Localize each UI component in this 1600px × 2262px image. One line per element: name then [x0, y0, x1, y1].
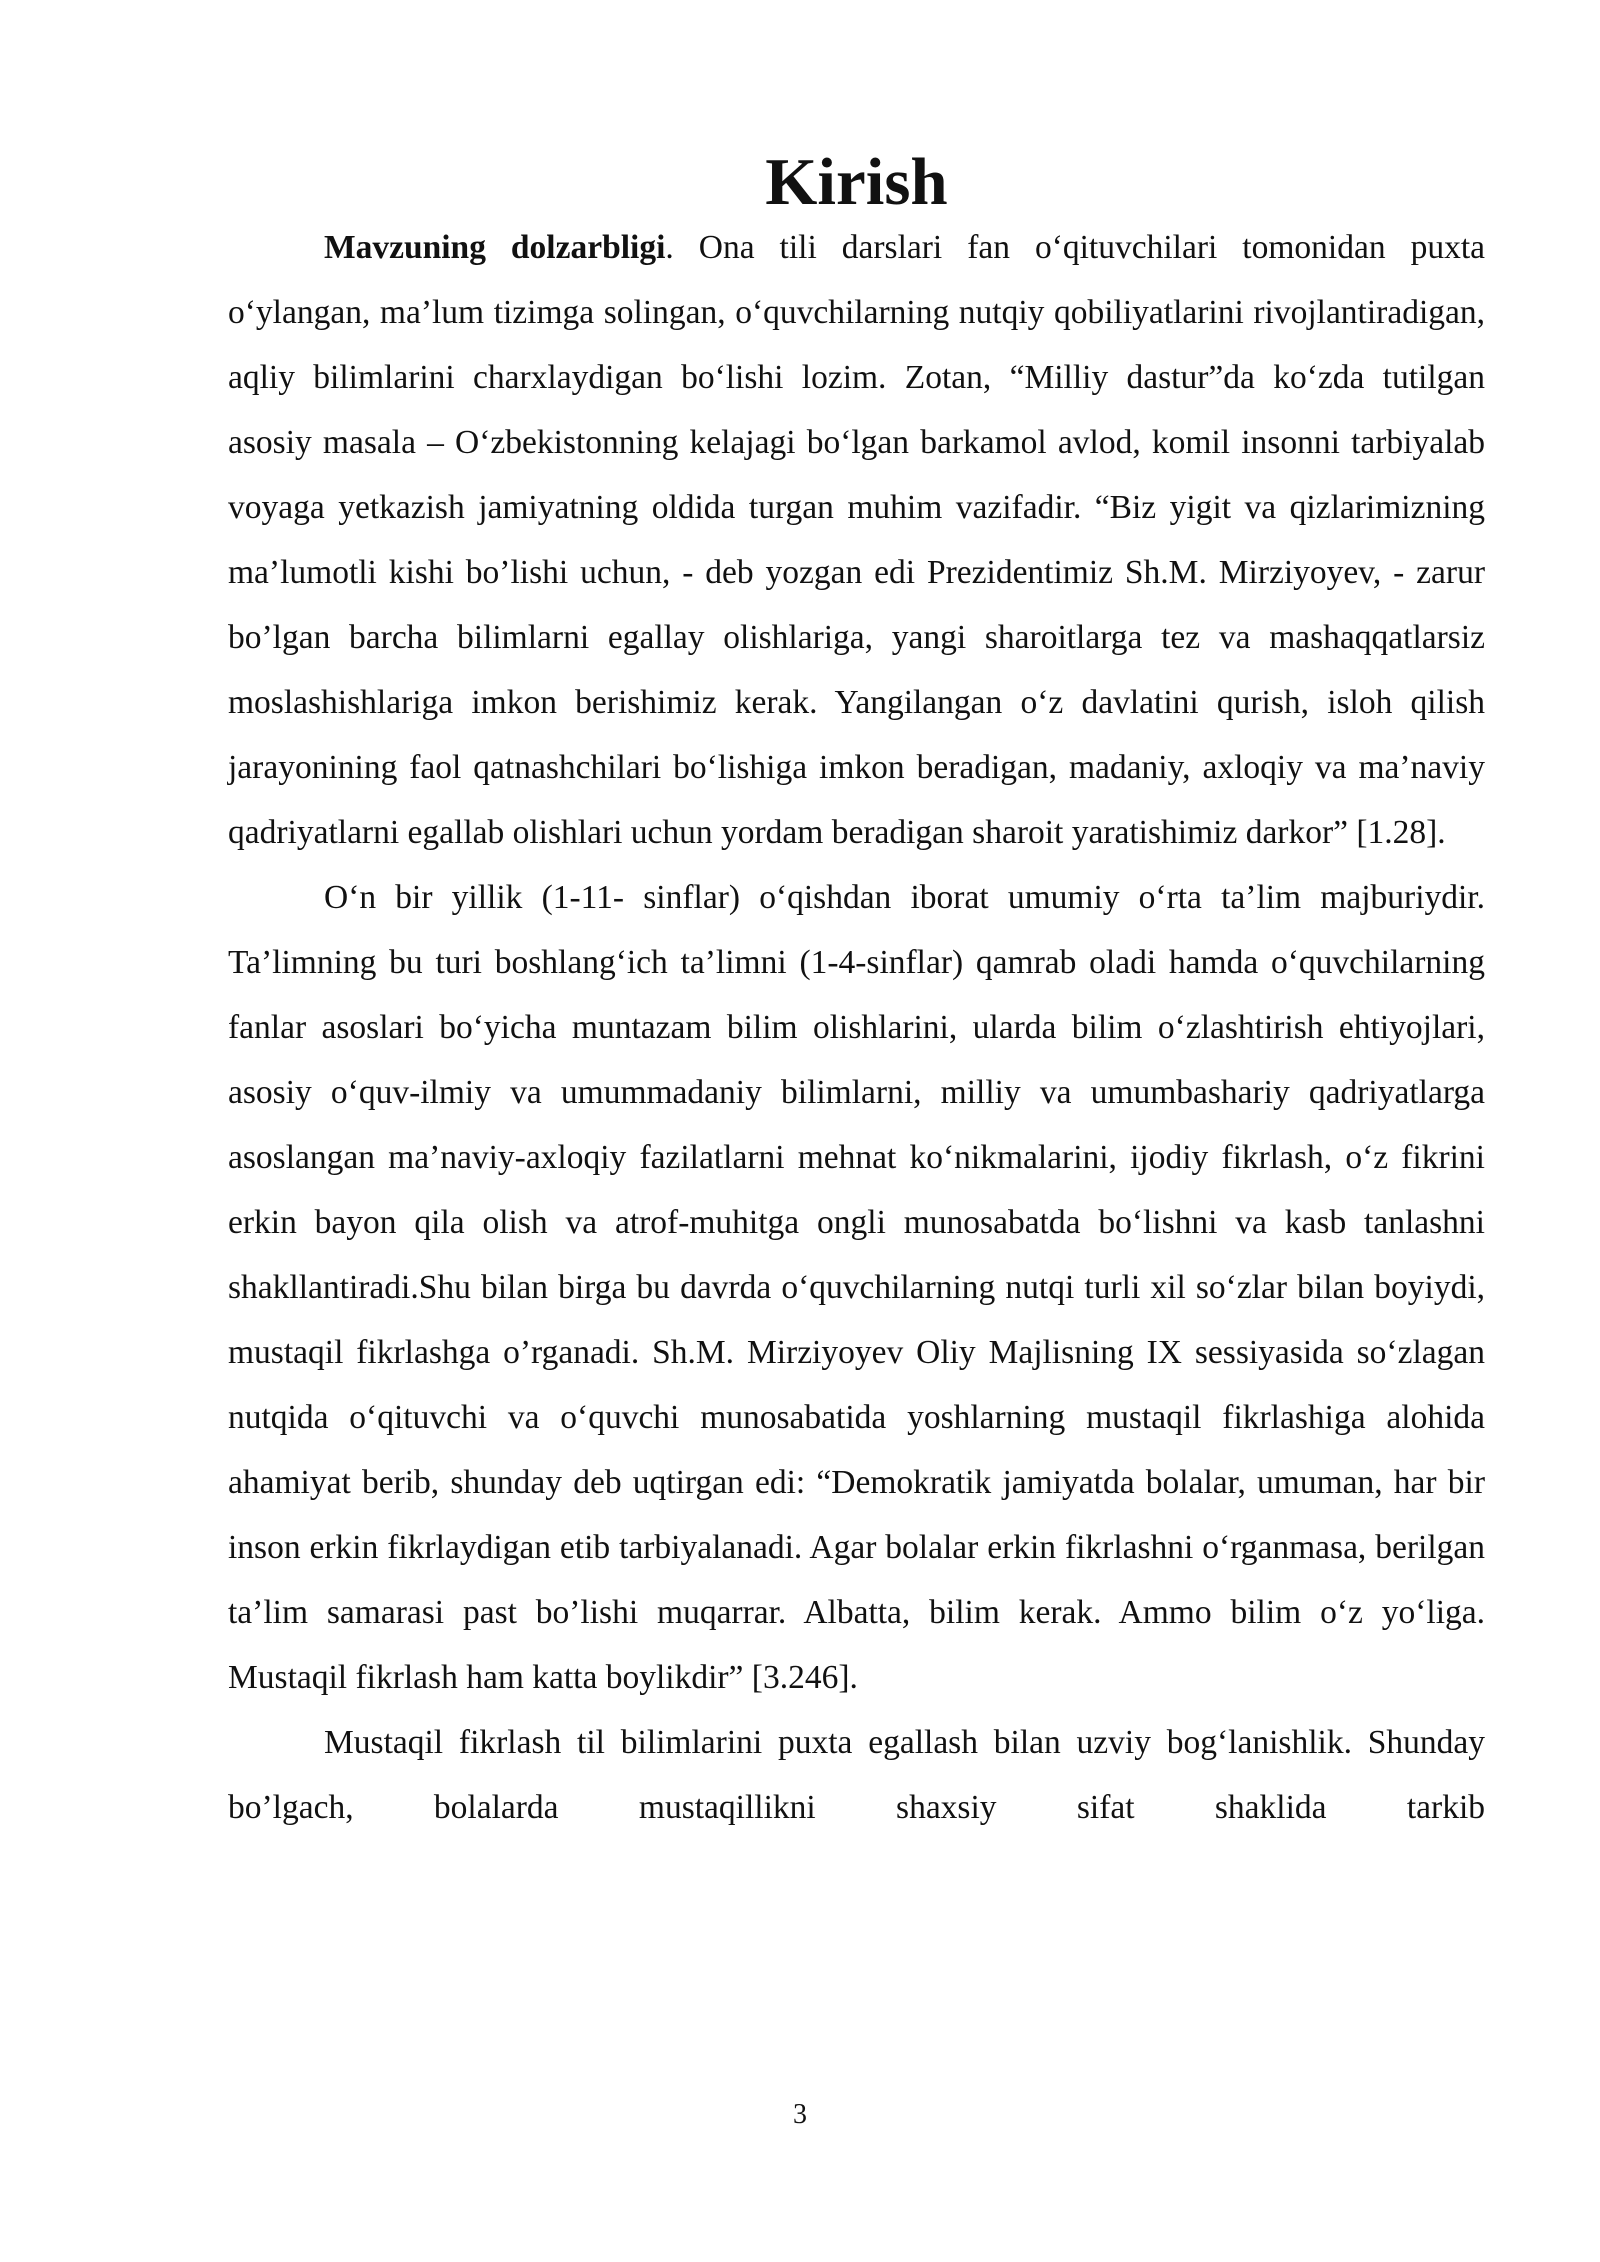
- paragraph-relevance: [228, 215, 1485, 865]
- paragraph-independent-thinking: [228, 1710, 1485, 1840]
- page-number: 3: [793, 2099, 807, 2130]
- page-content: [228, 145, 1485, 1840]
- paragraph-secondary-education: [228, 865, 1485, 1710]
- paragraph-text: O‘n bir yillik (1-11- sinflar) o‘qishdan iborat umumiy o‘rta ta’lim majburiydir. Ta’limning bu turi boshlang‘ich ta’limni (1-4-sinflar) qamrab oladi hamda o‘quvchilarning fanlar asoslari bo‘yicha muntazam bilim olishlarini, ularda bilim o‘zlashtirish ehtiyojlari, asosiy o‘quv-ilmiy va umummadaniy bilimlarni, milliy va umumbashariy qadriyatlarga asoslangan ma’naviy-axloqiy fazilatlarni mehnat ko‘nikmalarini, ijodiy fikrlash, o‘z fikrini erkin bayon qila olish va atrof-muhitga ongli munosabatda bo‘lishni va kasb tanlashni shakllantiradi.Shu bilan birga bu davrda o‘quvchilarning nutqi turli xil so‘zlar bilan boyiydi, mustaqil fikrlashga o’rganadi. Sh.M. Mirziyoyev Oliy Majlisning IX sessiyasida so‘zlagan nutqida o‘qituvchi va o‘quvchi munosabatida yoshlarning mustaqil fikrlashiga alohida ahamiyat berib, shunday deb uqtirgan edi: “Demokratik jamiyatda bolalar, umuman, har bir inson erkin fikrlaydigan etib tarbiyalanadi. Agar bolalar erkin fikrlashni o‘rganmasa, berilgan ta’lim samarasi past bo’lishi muqarrar. Albatta, bilim kerak. Ammo bilim o‘z yo‘liga. Mustaqil fikrlash ham katta boylikdir” [3.246].: [228, 879, 1485, 1696]
- paragraph-text: Mustaqil fikrlash til bilimlarini puxta egallash bilan uzviy bog‘lanishlik. Shunday bo’lgach, bolalarda mustaqillikni shaxsiy sifat shaklida tarkib: [228, 1724, 1485, 1826]
- paragraph-lead-bold: Mavzuning dolzarbligi: [324, 229, 666, 266]
- paragraph-text: . Ona tili darslari fan o‘qituvchilari tomonidan puxta o‘ylangan, ma’lum tizimga solingan, o‘quvchilarning nutqiy qobiliyatlarini rivojlantiradigan, aqliy bilimlarini charxlaydigan bo‘lishi lozim. Zotan, “Milliy dastur”da ko‘zda tutilgan asosiy masala – O‘zbekistonning kelajagi bo‘lgan barkamol avlod, komil insonni tarbiyalab voyaga yetkazish jamiyatning oldida turgan muhim vazifadir. “Biz yigit va qizlarimizning ma’lumotli kishi bo’lishi uchun, - deb yozgan edi Prezidentimiz Sh.M. Mirziyoyev, - zarur bo’lgan barcha bilimlarni egallay olishlariga, yangi sharoitlarga tez va mashaqqatlarsiz moslashishlariga imkon berishimiz kerak. Yangilangan o‘z davlatini qurish, isloh qilish jarayonining faol qatnashchilari bo‘lishiga imkon beradigan, madaniy, axloqiy va ma’naviy qadriyatlarni egallab olishlari uchun yordam beradigan sharoit yaratishimiz darkor” [1.28].: [228, 229, 1485, 851]
- section-heading: Kirish: [765, 145, 948, 219]
